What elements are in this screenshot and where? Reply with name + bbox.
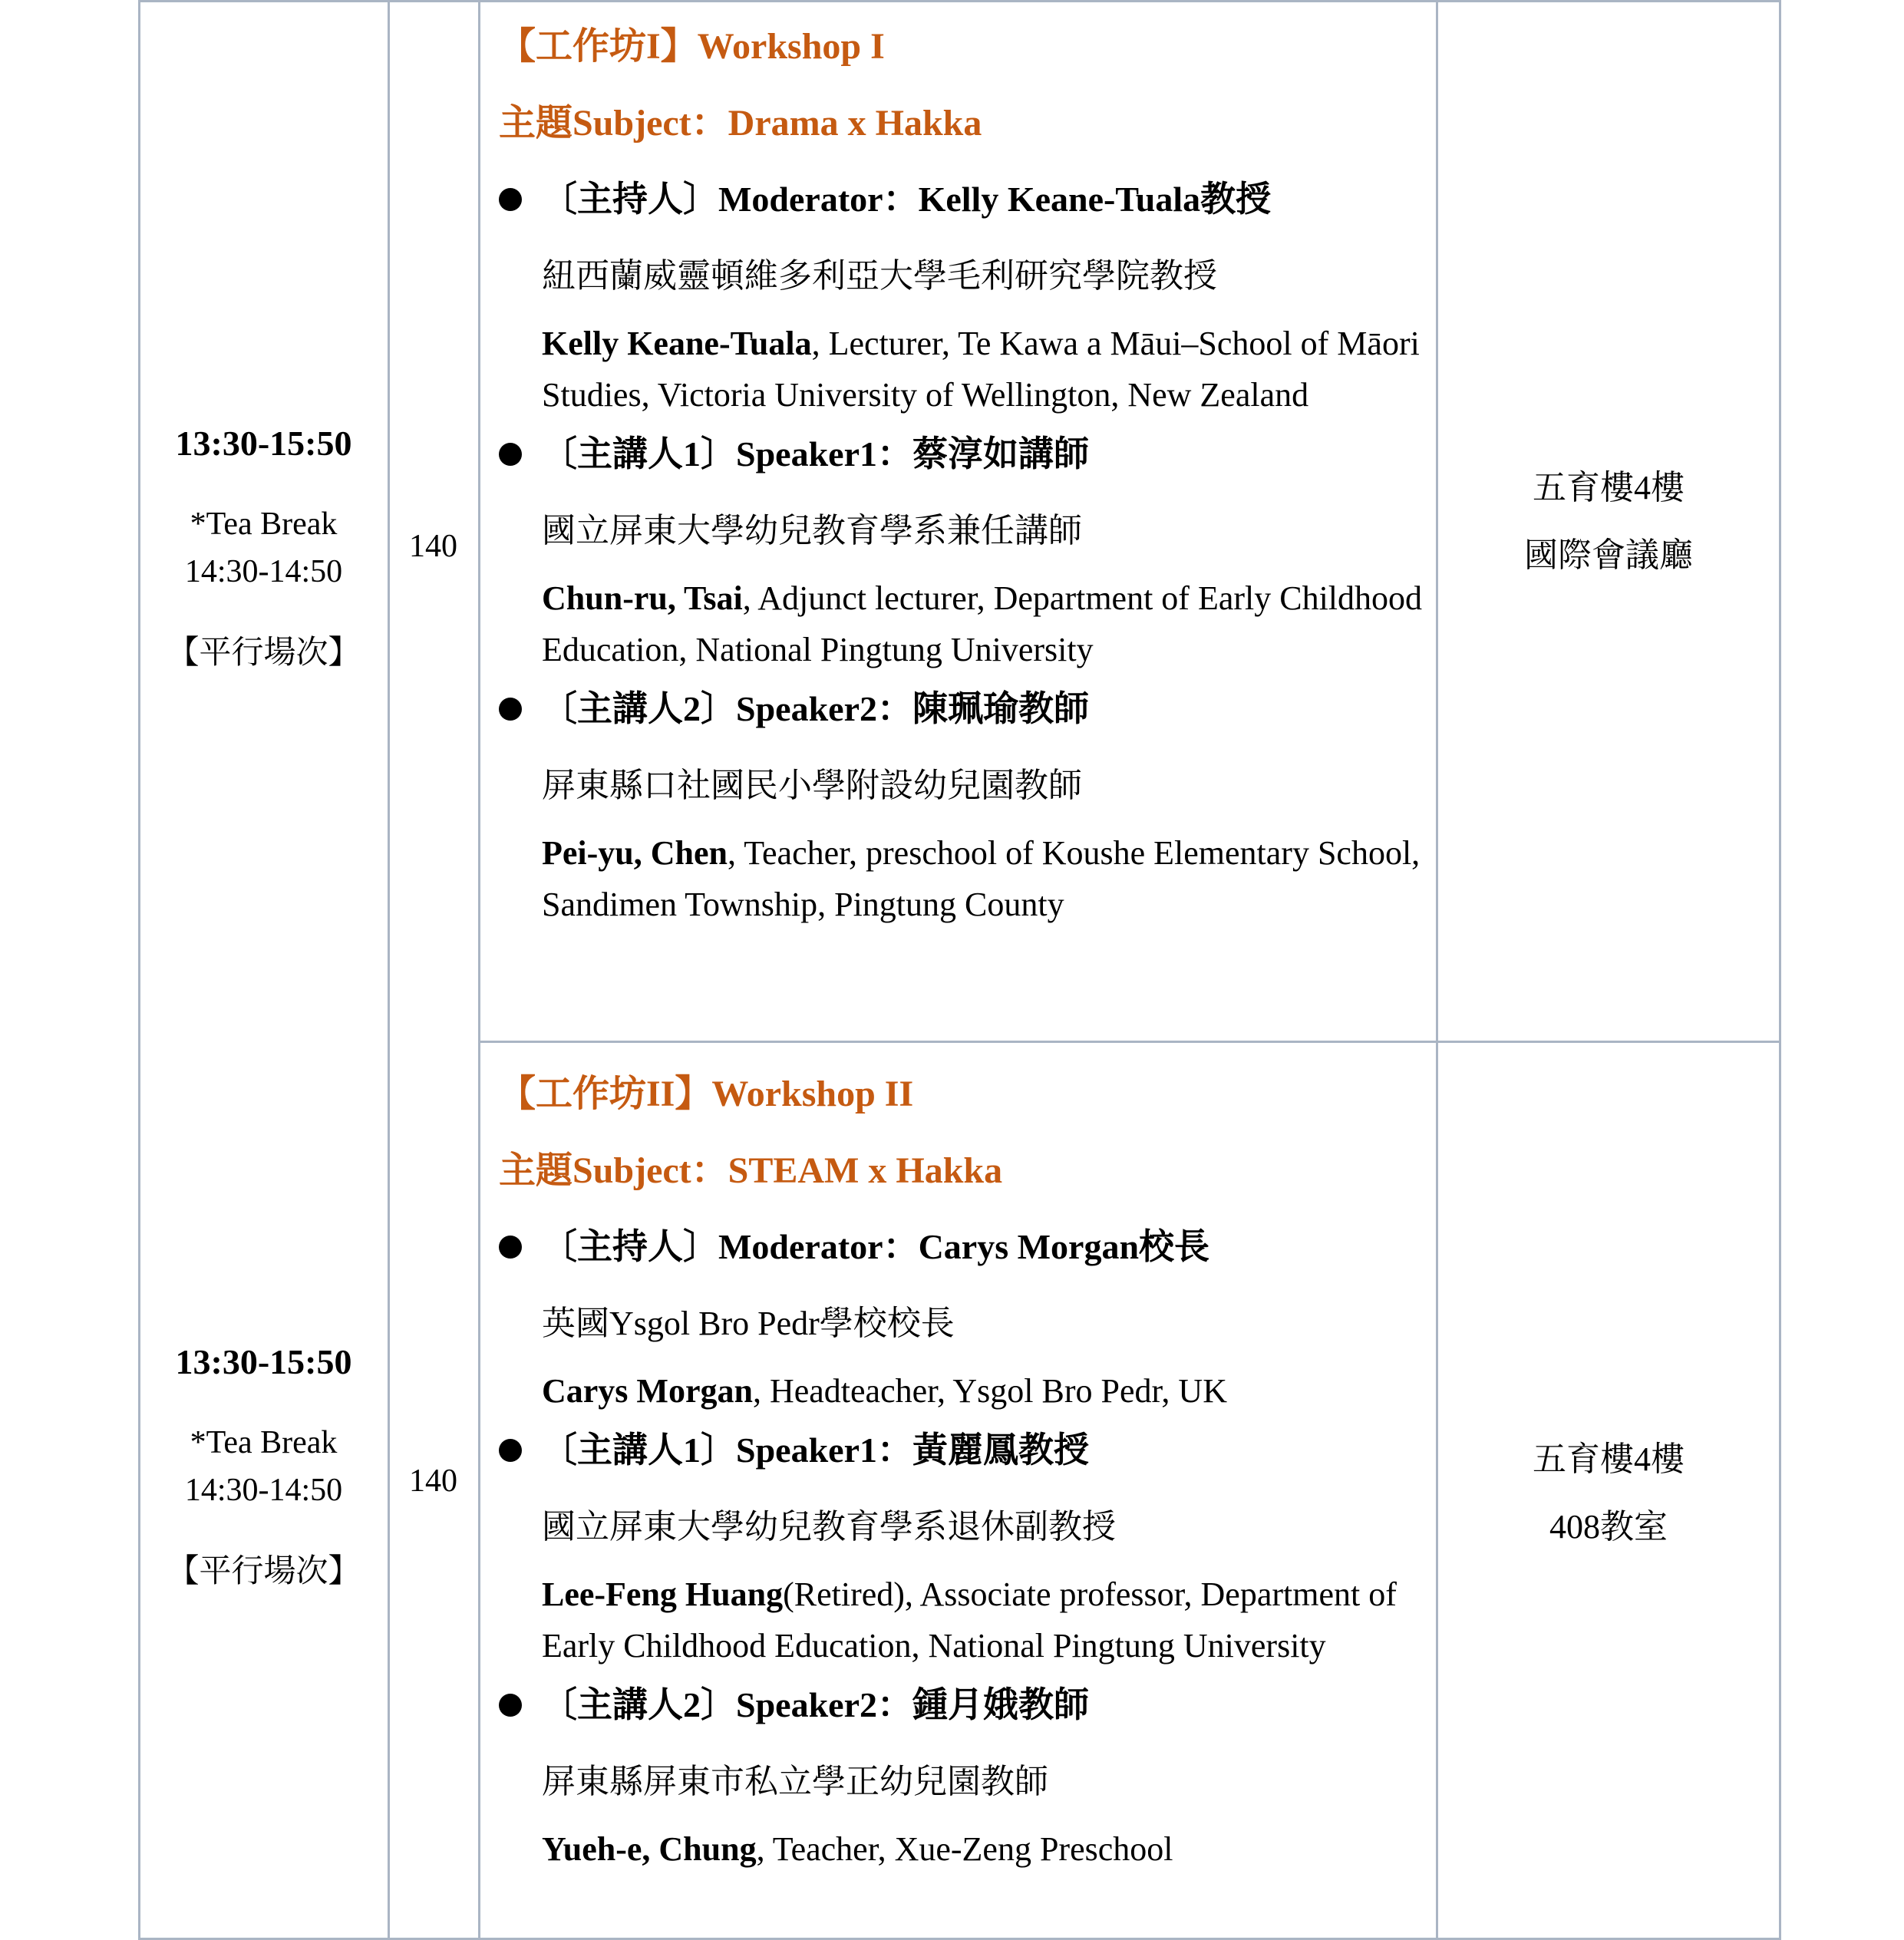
workshop-title: 【工作坊II】Workshop II <box>499 1074 914 1114</box>
speaker1-role: 〔主講人1〕Speaker1：黃麗鳳教授 <box>499 1427 1427 1504</box>
tea-break-time: 14:30-14:50 <box>184 554 343 589</box>
tea-break-time: 14:30-14:50 <box>184 1473 343 1508</box>
speaker1-affiliation-zh: 國立屏東大學幼兒教育學系兼任講師 <box>542 512 1082 549</box>
duration-minutes: 140 <box>409 1463 457 1499</box>
location-room: 408教室 <box>1549 1508 1668 1546</box>
moderator-role: 〔主持人〕Moderator：Kelly Keane-Tuala教授 <box>499 177 1427 253</box>
table-column-divider <box>478 0 480 1940</box>
session-time-cell <box>139 1339 388 1595</box>
workshop-subject: 主題Subject：Drama x Hakka <box>499 103 982 144</box>
session-time-cell <box>139 421 388 677</box>
parallel-session-label: 【平行場次】 <box>167 1554 361 1589</box>
location-room: 國際會議廳 <box>1524 536 1693 574</box>
moderator-affiliation-en: Kelly Keane-Tuala, Lecturer, Te Kawa a Māui–School of Māori Studies, Victoria University of Wellington, New Zealand <box>542 325 1420 414</box>
bullet-icon <box>499 1694 522 1717</box>
speaker1-affiliation-zh: 國立屏東大學幼兒教育學系退休副教授 <box>542 1508 1116 1546</box>
speaker2-affiliation-zh: 屏東縣屏東市私立學正幼兒園教師 <box>542 1763 1048 1800</box>
location-cell <box>1437 1426 1780 1561</box>
workshop-subject: 主題Subject：STEAM x Hakka <box>499 1150 1003 1191</box>
speaker2-role: 〔主講人2〕Speaker2：陳珮瑜教師 <box>499 686 1427 763</box>
session-time: 13:30-15:50 <box>175 1342 352 1381</box>
tea-break-label: *Tea Break <box>190 1425 338 1460</box>
speaker2-affiliation-zh: 屏東縣口社國民小學附設幼兒園教師 <box>542 767 1082 804</box>
location-building: 五育樓4樓 <box>1533 1440 1685 1478</box>
table-border-right <box>1779 0 1781 1940</box>
workshop-content <box>499 1071 1427 1886</box>
moderator-affiliation-en: Carys Morgan, Headteacher, Ysgol Bro Pedr, UK <box>542 1372 1227 1410</box>
speaker2-affiliation-en: Yueh-e, Chung, Teacher, Xue-Zeng Preschool <box>542 1830 1173 1868</box>
workshop-content <box>499 23 1427 941</box>
bullet-icon <box>499 698 522 721</box>
speaker2-affiliation-en: Pei-yu, Chen, Teacher, preschool of Koushe Elementary School, Sandimen Township, Pingtung County <box>542 834 1421 923</box>
tea-break-label: *Tea Break <box>190 506 338 542</box>
person-name: Pei-yu, Chen <box>542 834 728 872</box>
session-time: 13:30-15:50 <box>175 424 352 463</box>
person-name: Yueh-e, Chung <box>542 1830 757 1868</box>
location-cell <box>1437 454 1780 589</box>
person-name: Kelly Keane-Tuala <box>542 325 812 362</box>
tea-break-block <box>139 1419 388 1514</box>
table-row-divider <box>478 1041 1781 1043</box>
moderator-affiliation-zh: 英國Ysgol Bro Pedr學校校長 <box>542 1305 955 1342</box>
bullet-icon <box>499 443 522 466</box>
moderator-affiliation-zh: 紐西蘭威靈頓維多利亞大學毛利研究學院教授 <box>542 257 1217 295</box>
table-border-top <box>138 0 1781 2</box>
speaker1-role: 〔主講人1〕Speaker1：蔡淳如講師 <box>499 431 1427 508</box>
moderator-role: 〔主持人〕Moderator：Carys Morgan校長 <box>499 1224 1427 1301</box>
bullet-icon <box>499 188 522 211</box>
bullet-icon <box>499 1236 522 1259</box>
table-border-left <box>138 0 140 1940</box>
speaker2-role: 〔主講人2〕Speaker2：鍾月娥教師 <box>499 1682 1427 1759</box>
speaker1-affiliation-en: Chun-ru, Tsai, Adjunct lecturer, Department of Early Childhood Education, National Pingtung University <box>542 579 1423 668</box>
speaker1-affiliation-en: Lee-Feng Huang(Retired), Associate professor, Department of Early Childhood Education, National Pingtung University <box>542 1575 1397 1665</box>
workshop-title: 【工作坊I】Workshop I <box>499 26 885 67</box>
person-name: Carys Morgan <box>542 1372 753 1410</box>
bullet-icon <box>499 1439 522 1462</box>
location-building: 五育樓4樓 <box>1533 469 1685 506</box>
duration-minutes: 140 <box>409 529 457 564</box>
table-column-divider <box>1436 0 1438 1940</box>
person-name: Chun-ru, Tsai <box>542 579 743 617</box>
parallel-session-label: 【平行場次】 <box>167 635 361 671</box>
tea-break-block <box>139 500 388 596</box>
person-name: Lee-Feng Huang <box>542 1575 784 1613</box>
table-column-divider <box>388 0 390 1940</box>
